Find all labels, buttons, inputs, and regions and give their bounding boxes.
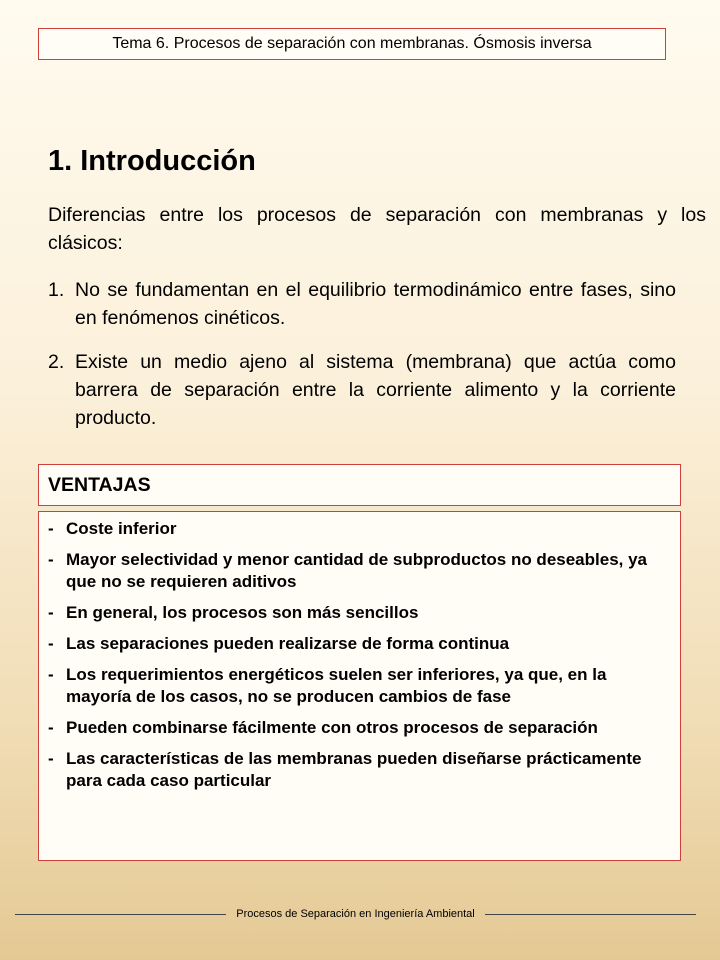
point-number: 2. [48,351,65,373]
advantage-item [48,664,662,708]
slide-header [38,28,666,60]
advantage-item [48,717,662,739]
advantage-text: Mayor selectividad y menor cantidad de subproductos no deseables, ya que no se requieren aditivos [66,550,648,591]
advantage-text: Pueden combinarse fácilmente con otros procesos de separación [66,718,598,737]
list-dash: - [48,603,54,622]
section-title: 1. Introducción [48,145,256,177]
list-dash: - [48,665,54,684]
footer-text: Procesos de Separación en Ingeniería Ambiental [236,908,475,920]
advantage-item [48,633,662,655]
advantages-list-box [38,511,681,861]
advantage-text: En general, los procesos son más sencillos [66,603,419,622]
slide-footer [15,904,696,924]
advantage-item [48,549,662,593]
list-dash: - [48,634,54,653]
footer-rule-left [15,914,226,915]
slide-header-text: Tema 6. Procesos de separación con membranas. Ósmosis inversa [112,35,592,52]
advantage-text: Los requerimientos energéticos suelen ser inferiores, ya que, en la mayoría de los casos, no se producen cambios de fase [66,665,607,706]
point-text: Existe un medio ajeno al sistema (membrana) que actúa como barrera de separación entre la corriente alimento y la corriente producto. [75,351,676,429]
list-dash: - [48,519,54,538]
list-dash: - [48,718,54,737]
list-dash: - [48,550,54,569]
point-text: No se fundamentan en el equilibrio termodinámico entre fases, sino en fenómenos cinéticos. [75,279,676,329]
advantage-item [48,518,662,540]
point-2 [48,348,676,432]
footer-rule-right [485,914,696,915]
advantage-item [48,602,662,624]
advantages-list [39,512,680,792]
point-1 [48,276,676,332]
advantages-title: VENTAJAS [48,473,151,496]
point-number: 1. [48,279,65,301]
list-dash: - [48,749,54,768]
advantage-text: Las separaciones pueden realizarse de forma continua [66,634,510,653]
advantage-item [48,748,662,792]
advantage-text: Coste inferior [66,519,177,538]
advantage-text: Las características de las membranas pueden diseñarse prácticamente para cada caso particular [66,749,642,790]
advantages-header [38,464,681,506]
intro-paragraph: Diferencias entre los procesos de separación con membranas y los clásicos: [48,204,706,254]
